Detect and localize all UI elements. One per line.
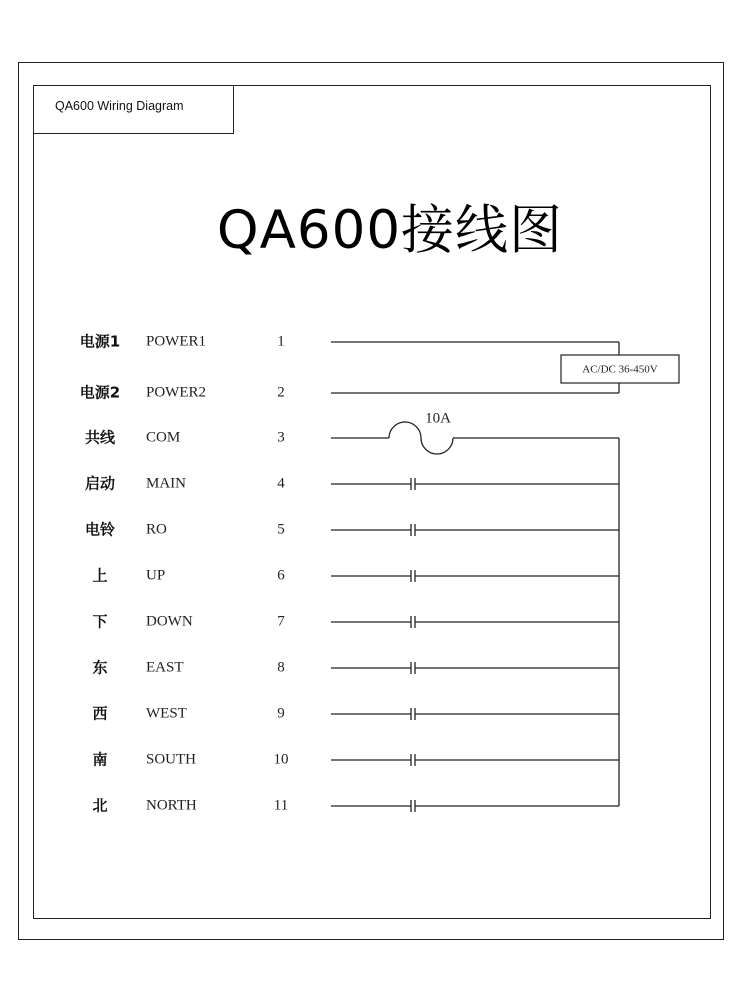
terminal-en-label: UP: [146, 567, 166, 584]
title-block-label: QA600 Wiring Diagram: [55, 99, 184, 113]
terminal-cn-label: 电源1: [79, 332, 121, 351]
terminal-cn-label: 下: [92, 612, 108, 631]
wire-group: [331, 342, 679, 812]
terminal-number: 3: [277, 429, 285, 446]
terminal-cn-label: 共线: [84, 428, 116, 447]
terminal-number: 1: [277, 333, 285, 350]
terminal-cn-label: 电铃: [84, 520, 116, 539]
terminal-en-label: COM: [146, 429, 181, 446]
terminal-en-label: SOUTH: [146, 751, 197, 768]
terminal-number: 9: [277, 705, 285, 722]
terminal-cn-label: 北: [92, 796, 108, 815]
fuse-rating: 10A: [425, 410, 451, 427]
terminal-number: 7: [277, 613, 285, 630]
power-supply-label: AC/DC 36-450V: [582, 363, 658, 376]
terminal-number: 2: [277, 384, 285, 401]
terminal-cn-label: 南: [92, 750, 108, 769]
terminal-en-label: POWER2: [146, 384, 206, 401]
terminal-cn-label: 上: [92, 566, 108, 585]
terminal-number: 5: [277, 521, 285, 538]
terminal-en-label: WEST: [146, 705, 187, 722]
diagram-title: QA600接线图: [216, 200, 564, 261]
terminal-en-label: NORTH: [146, 797, 197, 814]
terminal-en-label: MAIN: [146, 475, 186, 492]
terminal-number: 4: [277, 475, 285, 492]
terminal-number: 6: [277, 567, 285, 584]
terminal-en-label: EAST: [146, 659, 184, 676]
terminal-number: 10: [273, 751, 289, 768]
fuse-symbol: [389, 422, 453, 454]
terminal-cn-label: 电源2: [79, 383, 121, 402]
terminal-number: 8: [277, 659, 285, 676]
terminal-cn-label: 东: [92, 658, 108, 677]
terminal-labels: [80, 333, 658, 815]
terminal-en-label: POWER1: [146, 333, 206, 350]
terminal-cn-label: 启动: [84, 474, 116, 493]
terminal-en-label: DOWN: [146, 613, 193, 630]
terminal-en-label: RO: [146, 521, 167, 538]
terminal-number: 11: [273, 797, 289, 814]
terminal-cn-label: 西: [92, 704, 108, 723]
